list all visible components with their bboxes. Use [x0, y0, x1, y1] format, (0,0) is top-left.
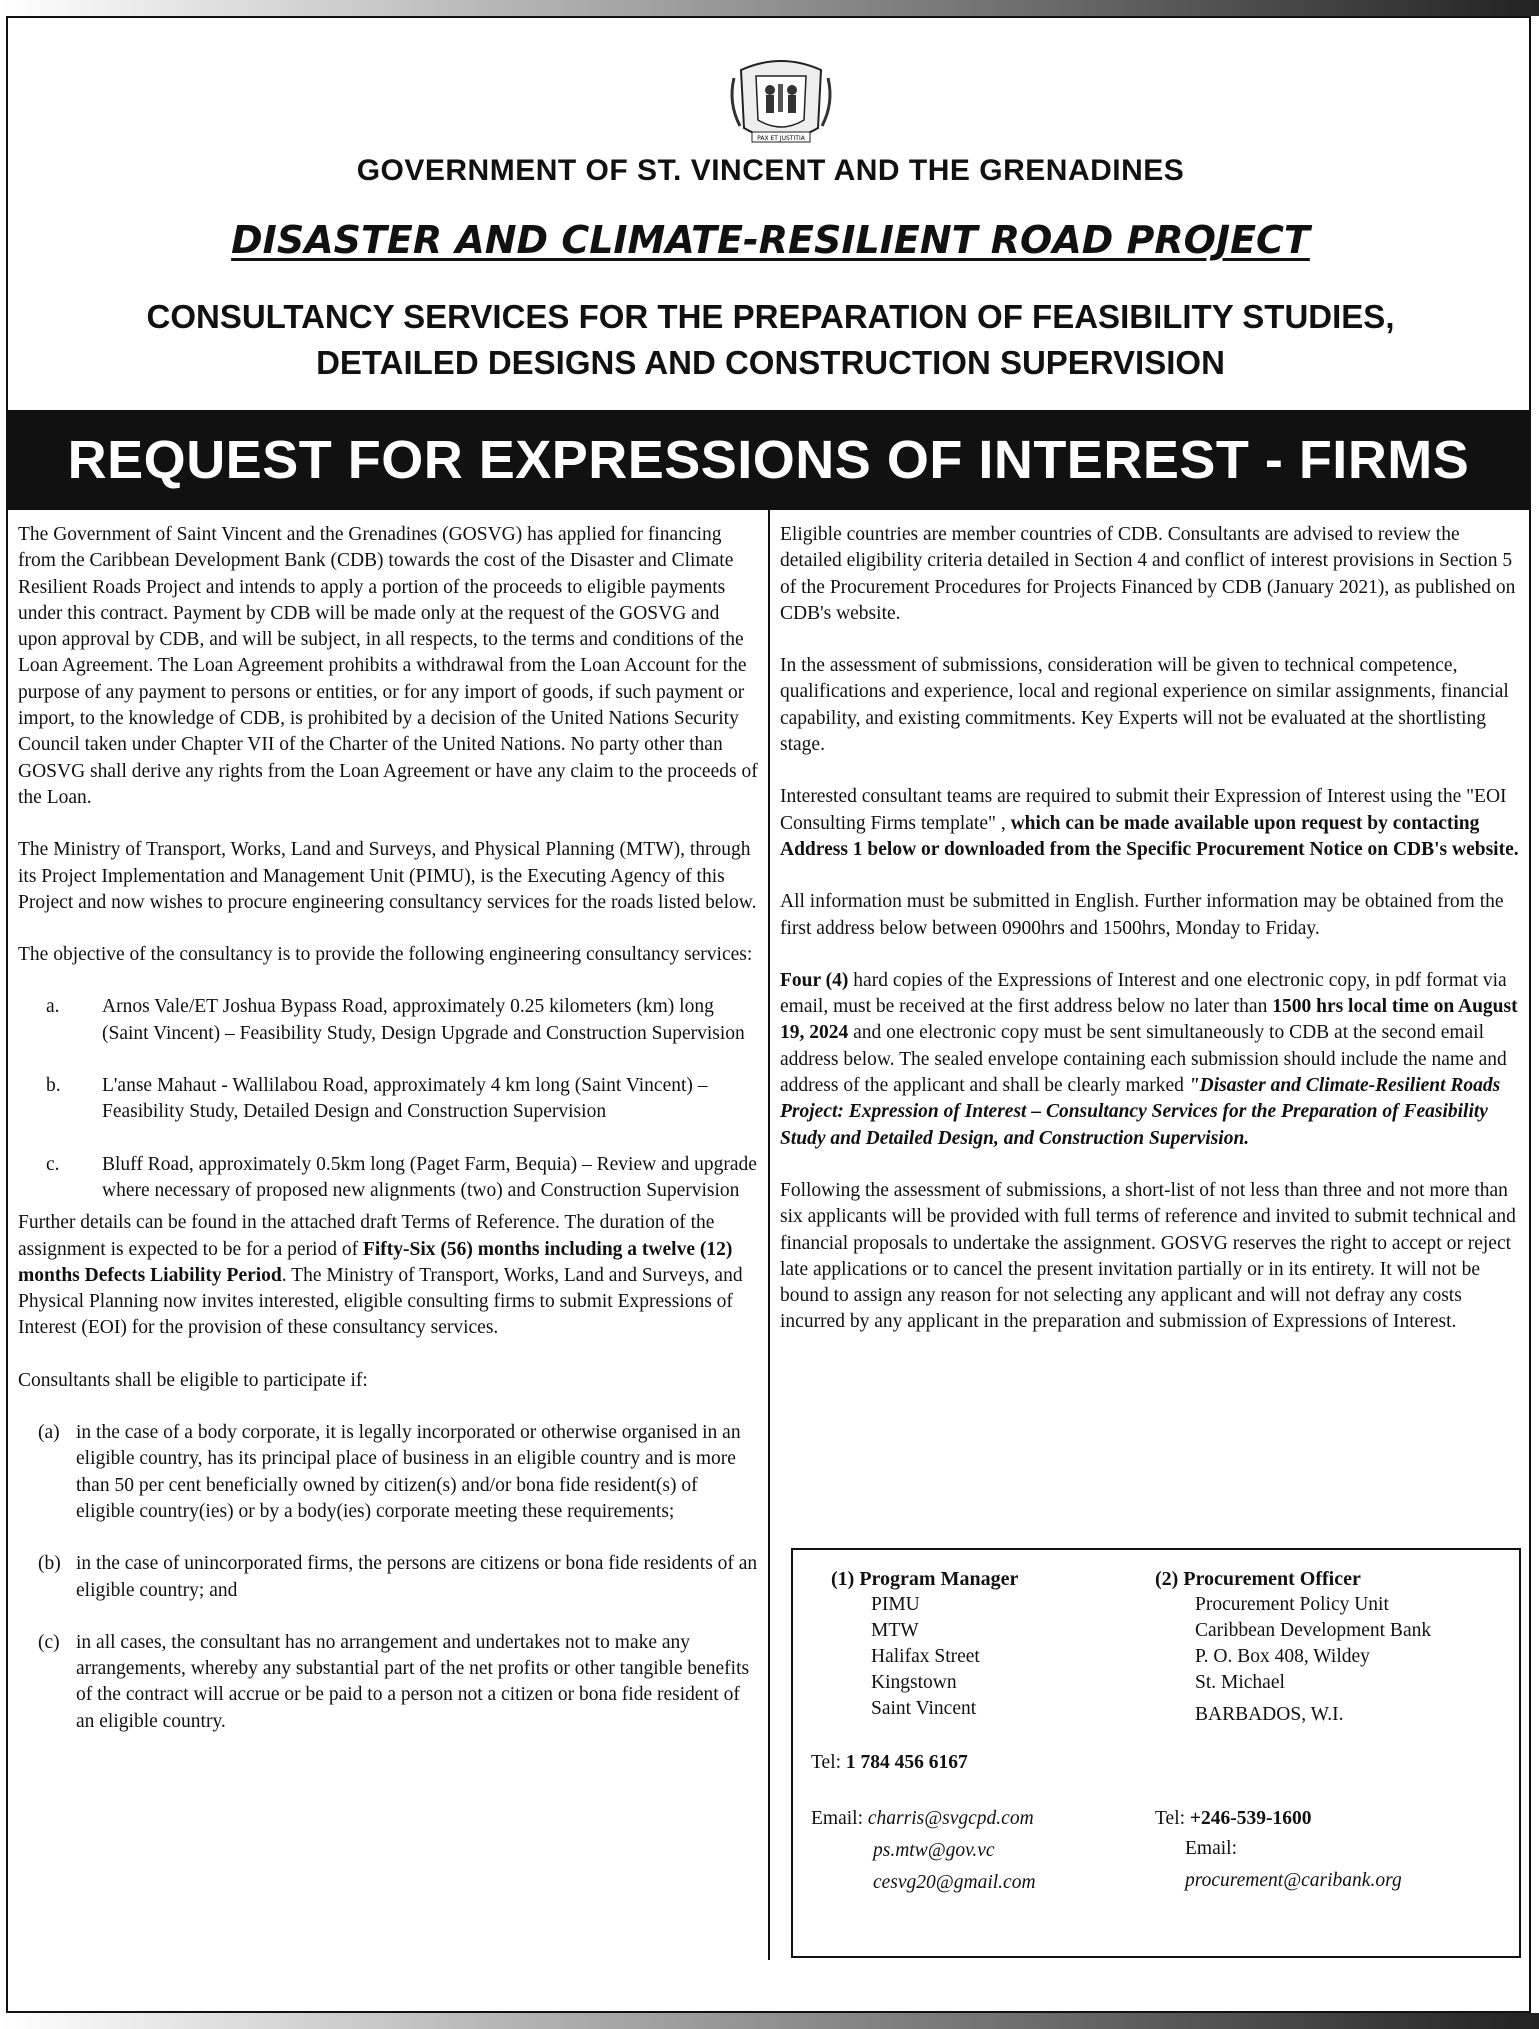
road-item	[18, 1073, 760, 1126]
email-label: Email:	[1185, 1838, 1237, 1859]
address-line: Halifax Street	[871, 1646, 980, 1667]
condition-label: (c)	[38, 1631, 60, 1653]
email-link[interactable]: ps.mtw@gov.vc	[873, 1840, 995, 1861]
road-item-text: Arnos Vale/ET Joshua Bypass Road, approximately 0.25 kilometers (km) long (Saint Vincent) – Feasibility Study, Design Upgrade and Construction Supervision	[102, 996, 745, 1044]
address-line: PIMU	[871, 1594, 920, 1615]
road-item	[18, 994, 760, 1047]
consultancy-title	[28, 294, 1513, 386]
address-line: Procurement Policy Unit	[1195, 1594, 1389, 1615]
language-paragraph: All information must be submitted in English. Further information may be obtained from the first address below between 0900hrs and 1500hrs, Monday to Friday.	[780, 891, 1504, 939]
notice-frame	[6, 16, 1531, 2013]
road-item-label: c.	[46, 1153, 60, 1175]
program-manager-phone	[811, 1750, 968, 1776]
address-line: Kingstown	[871, 1672, 957, 1693]
condition-text: in the case of unincorporated firms, the persons are citizens or bona fide residents of an eligible country; and	[76, 1553, 758, 1601]
contact-box	[791, 1548, 1521, 1958]
email-link[interactable]: charris@svgcpd.com	[867, 1808, 1034, 1829]
consultancy-title-line2: DETAILED DESIGNS AND CONSTRUCTION SUPERVISION	[316, 344, 1225, 381]
address-line: BARBADOS, W.I.	[1195, 1704, 1344, 1725]
program-manager-emails	[811, 1806, 1036, 1896]
deadline-bold: 1500 hrs local time on August 19, 2024	[780, 996, 1518, 1044]
executing-agency-paragraph: The Ministry of Transport, Works, Land and Surveys, and Physical Planning (MTW), through its Project Implementation and Management Unit (PIMU), is the Executing Agency of this Project and now wishes to procure engineering consultancy services for the roads listed below.	[18, 839, 757, 913]
intro-paragraph: The Government of Saint Vincent and the Grenadines (GOSVG) has applied for financing from the Caribbean Development Bank (CDB) towards the cost of the Disaster and Climate Resilient Roads Project and intends to apply a portion of the proceeds to eligible payments under this contract. Payment by CDB will be made only at the request of the GOSVG and upon approval by CDB, and will be subject, in all respects, to the terms and conditions of the Loan Agreement. The Loan Agreement prohibits a withdrawal from the Loan Account for the purpose of any payment to persons or entities, or for any import of goods, if such payment or import, to the knowledge of CDB, is prohibited by a decision of the United Nations Security Council taken under Chapter VII of the Charter of the United Nations. No party other than GOSVG shall derive any rights from the Loan Agreement or have any claim to the proceeds of the Loan.	[18, 524, 758, 808]
eligibility-intro: Consultants shall be eligible to participate if:	[18, 1369, 368, 1391]
phone-number[interactable]: +246-539-1600	[1189, 1808, 1312, 1829]
address-line: St. Michael	[1195, 1672, 1285, 1693]
road-item-label: b.	[46, 1075, 61, 1097]
road-item-label: a.	[46, 996, 60, 1018]
crest-motto: PAX ET JUSTITIA	[757, 135, 805, 142]
email-label: Email:	[811, 1808, 868, 1829]
left-column	[18, 522, 760, 1761]
duration-text-a: Further details can be found in the attached draft Terms of Reference. The duration of the assignment is expected to be for a period of	[18, 1212, 715, 1260]
road-item-text: L'anse Mahaut - Wallilabou Road, approximately 4 km long (Saint Vincent) – Feasibility Study, Detailed Design and Construction Supervision	[102, 1075, 708, 1123]
column-divider	[768, 510, 770, 1960]
shortlist-paragraph: Following the assessment of submissions, a short-list of not less than three and not more than six applicants will be provided with full terms of reference and invited to submit technical and financial proposals to undertake the assignment. GOSVG reserves the right to accept or reject late applications or to cancel the present invitation partially or in its entirety. It will not be bound to assign any reason for not selecting any applicant and will not defray any costs incurred by any applicant in the preparation and submission of Expressions of Interest.	[780, 1179, 1516, 1333]
procurement-officer-title: (2) Procurement Officer	[1155, 1568, 1361, 1590]
marking-bold-italic: "Disaster and Climate-Resilient Roads Project: Expression of Interest – Consultancy Services for the Preparation of Feasibility Study and Detailed Design, and Construction Supervision.	[780, 1075, 1501, 1149]
template-text-bold: which can be made available upon request by contacting Address 1 below or downloaded from the Specific Procurement Notice on CDB's website.	[780, 812, 1519, 860]
template-paragraph	[780, 784, 1520, 863]
duration-text-bold: Fifty-Six (56) months including a twelve (12) months Defects Liability Period	[18, 1238, 733, 1286]
address-line: P. O. Box 408, Wildey	[1195, 1646, 1370, 1667]
condition-label: (a)	[38, 1422, 60, 1444]
duration-text-c: . The Ministry of Transport, Works, Land and Surveys, and Physical Planning now invites interested, eligible consulting firms to submit Expressions of Interest (EOI) for the provision of these consultancy services.	[18, 1264, 743, 1339]
condition-text: in all cases, the consultant has no arrangement and undertakes not to make any arrangements, whereby any substantial part of the net profits or other tangible benefits of the contract will accrue or be paid to a person not a citizen or bona fide resident of an eligible country.	[76, 1631, 750, 1732]
phone-number[interactable]: 1 784 456 6167	[845, 1752, 968, 1773]
submission-text-d: and one electronic copy must be sent simultaneously to CDB at the second email address below. The sealed envelope containing each submission should include the name and address of the applicant and shall be clearly marked	[780, 1022, 1507, 1097]
consultancy-title-line1: CONSULTANCY SERVICES FOR THE PREPARATION OF FEASIBILITY STUDIES,	[146, 298, 1395, 335]
eligible-countries-paragraph: Eligible countries are member countries of CDB. Consultants are advised to review the detailed eligibility criteria detailed in Section 4 and conflict of interest provisions in Section 5 of the Procurement Procedures for Projects Financed by CDB (January 2021), as published on CDB's website.	[780, 524, 1516, 624]
copies-bold: Four (4)	[780, 969, 849, 991]
road-item	[18, 1152, 760, 1205]
assessment-paragraph: In the assessment of submissions, consideration will be given to technical competence, qualifications and experience, local and regional experience on similar assignments, financial capability, and existing commitments. Key Experts will not be evaluated at the shortlisting stage.	[780, 655, 1509, 756]
procurement-officer-phone	[1155, 1806, 1312, 1832]
address-line: Saint Vincent	[871, 1698, 977, 1719]
coat-of-arms-icon	[726, 48, 836, 158]
email-link[interactable]: cesvg20@gmail.com	[873, 1872, 1036, 1893]
procurement-officer-email	[1185, 1836, 1402, 1894]
objective-paragraph: The objective of the consultancy is to provide the following engineering consultancy services:	[18, 944, 753, 966]
submission-paragraph	[780, 968, 1520, 1152]
condition-label: (b)	[38, 1553, 61, 1575]
condition-text: in the case of a body corporate, it is legally incorporated or otherwise organised in an eligible country, has its principal place of business in an eligible country and is more than 50 per cent beneficially owned by citizen(s) and/or bona fide resident(s) of eligible country(ies) or by a body(ies) corporate meeting these requirements;	[76, 1422, 741, 1522]
eoi-banner: REQUEST FOR EXPRESSIONS OF INTEREST - FIRMS	[8, 410, 1529, 510]
email-link[interactable]: procurement@caribank.org	[1185, 1870, 1402, 1891]
address-line: Caribbean Development Bank	[1195, 1620, 1432, 1641]
condition-item	[18, 1630, 760, 1735]
procurement-officer-contact	[1155, 1566, 1495, 1728]
condition-item	[18, 1551, 760, 1604]
tel-label: Tel:	[811, 1752, 846, 1773]
template-text: Interested consultant teams are required to submit their Expression of Interest using the "EOI Consulting Firms template" ,	[780, 786, 1507, 834]
program-manager-title: (1) Program Manager	[831, 1568, 1019, 1590]
tel-label: Tel:	[1155, 1808, 1190, 1829]
government-title: GOVERNMENT OF ST. VINCENT AND THE GRENADINES	[356, 154, 1185, 187]
right-column	[780, 522, 1520, 1362]
road-item-text: Bluff Road, approximately 0.5km long (Paget Farm, Bequia) – Review and upgrade where necessary of proposed new alignments (two) and Construction Supervision	[102, 1153, 757, 1201]
top-gradient-bar	[0, 0, 1539, 16]
address-line: MTW	[871, 1620, 919, 1641]
submission-text-b: hard copies of the Expressions of Interest and one electronic copy, in pdf format via email, must be received at the first address below no later than	[780, 969, 1507, 1018]
program-manager-contact	[831, 1566, 1161, 1722]
duration-paragraph	[18, 1210, 760, 1341]
project-title: DISASTER AND CLIMATE-RESILIENT ROAD PROJECT	[231, 218, 1310, 262]
condition-item	[18, 1420, 760, 1525]
bottom-gradient-bar	[0, 2013, 1539, 2029]
